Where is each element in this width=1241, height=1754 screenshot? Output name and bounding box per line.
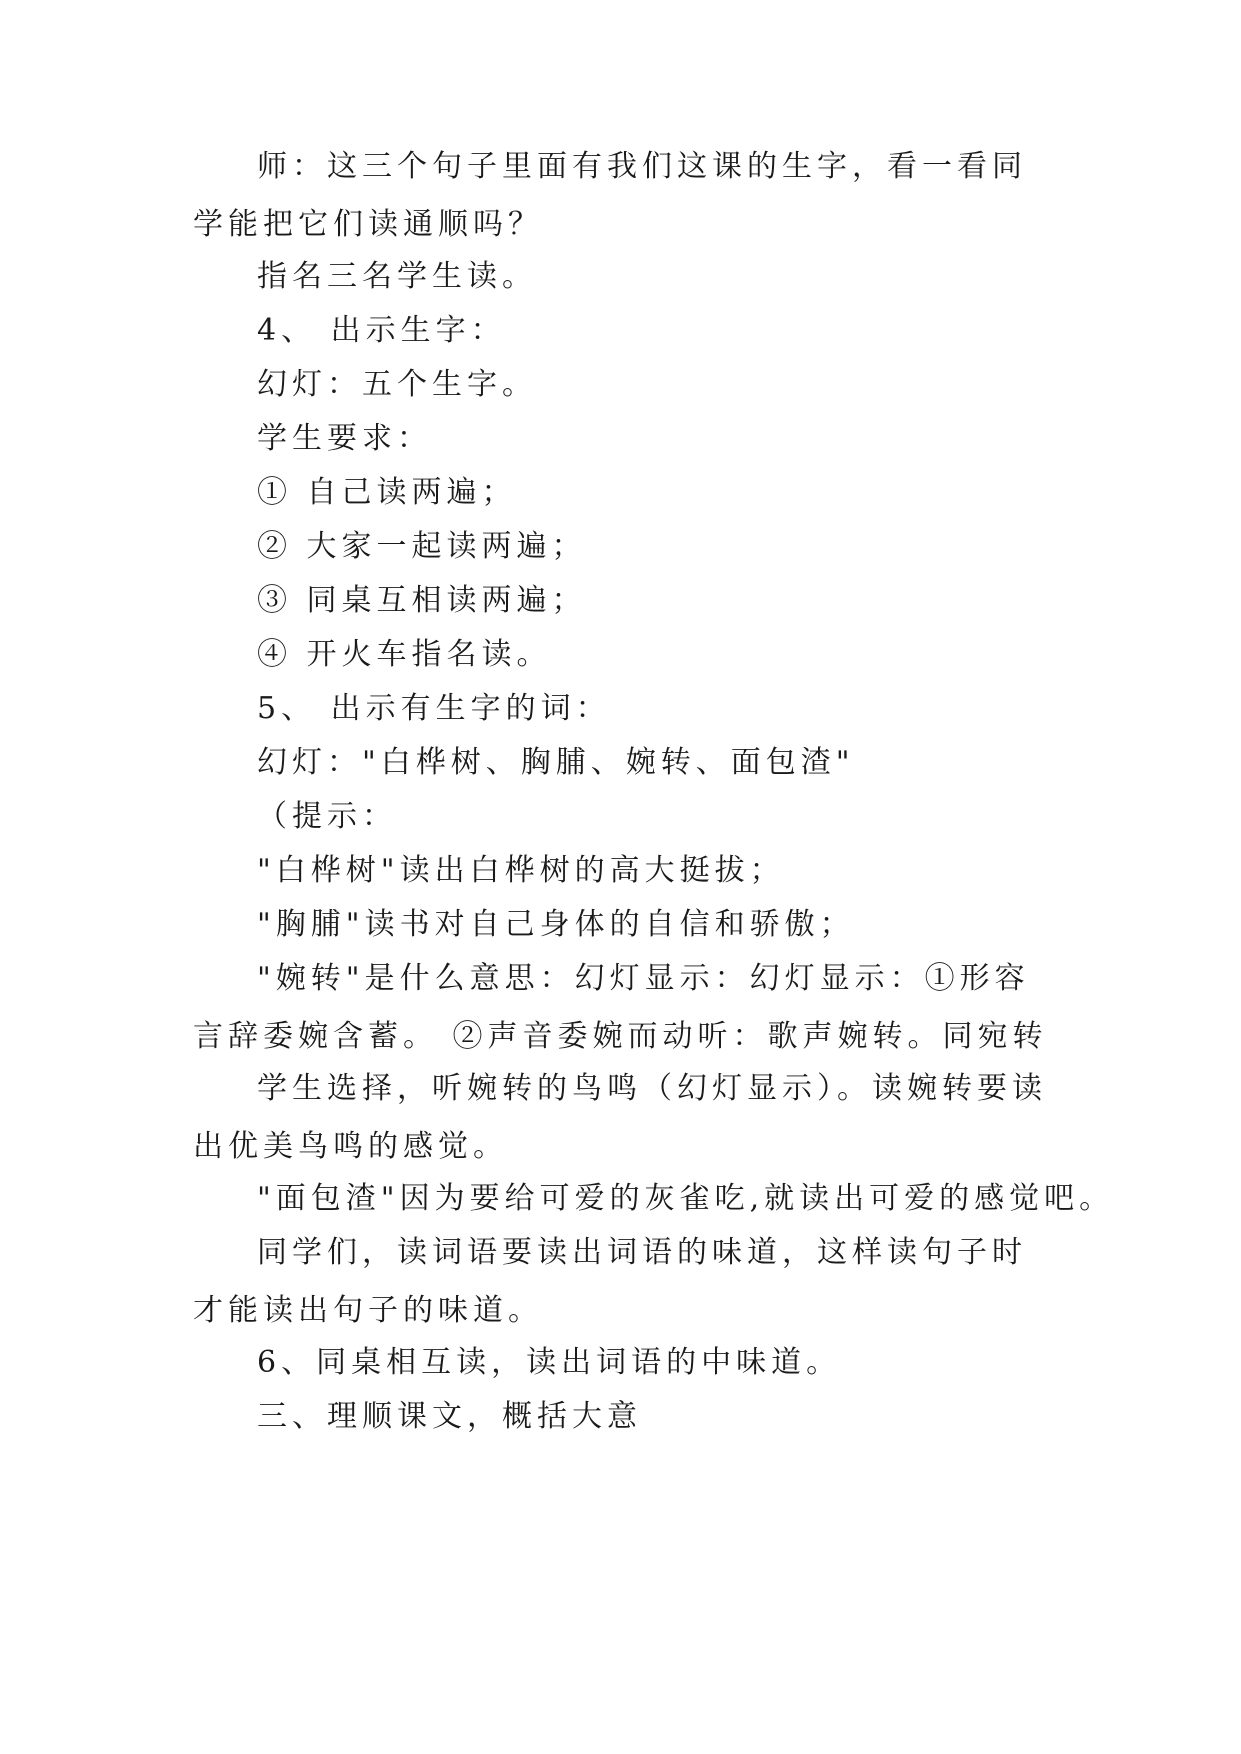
paragraph-hint-birch: "白桦树"读出白桦树的高大挺拔； <box>257 853 785 888</box>
paragraph-slide-five-chars: 幻灯：五个生字。 <box>257 367 537 402</box>
paragraph-read-flavor: 同学们，读词语要读出词语的味道，这样读句子时才能读出句子的味道。 <box>193 1235 1027 1328</box>
paragraph-student-choose: 学生选择，听婉转的鸟鸣（幻灯显示）。读婉转要读出优美鸟鸣的感觉。 <box>193 1071 1047 1164</box>
section-heading-3: 三、理顺课文，概括大意 <box>257 1399 642 1434</box>
paragraph-hint-chest: "胸脯"读书对自己身体的自信和骄傲； <box>257 907 855 942</box>
paragraph-student-requirements: 学生要求： <box>257 421 432 456</box>
paragraph-requirement-4: ④ 开火车指名读。 <box>257 637 552 672</box>
paragraph-step-4: 4、 出示生字： <box>257 313 506 348</box>
paragraph-step-6: 6、同桌相互读，读出词语的中味道。 <box>257 1345 842 1380</box>
paragraph-slide-words: 幻灯："白桦树、胸脯、婉转、面包渣" <box>257 745 855 780</box>
paragraph-teacher-intro: 师：这三个句子里面有我们这课的生字，看一看同学能把它们读通顺吗？ <box>193 149 1027 242</box>
paragraph-step-5: 5、 出示有生字的词： <box>257 691 611 726</box>
paragraph-requirement-2: ② 大家一起读两遍； <box>257 529 587 564</box>
paragraph-requirement-1: ① 自己读两遍； <box>257 475 517 510</box>
paragraph-requirement-3: ③ 同桌互相读两遍； <box>257 583 587 618</box>
paragraph-hint: （提示： <box>257 799 397 834</box>
paragraph-hint-crumbs: "面包渣"因为要给可爱的灰雀吃,就读出可爱的感觉吧。 <box>257 1181 1115 1216</box>
paragraph-read-three: 指名三名学生读。 <box>257 259 537 294</box>
paragraph-hint-wanzhuan: "婉转"是什么意思：幻灯显示：幻灯显示：①形容言辞委婉含蓄。 ②声音委婉而动听：歌声婉转。同宛转 <box>193 961 1048 1054</box>
